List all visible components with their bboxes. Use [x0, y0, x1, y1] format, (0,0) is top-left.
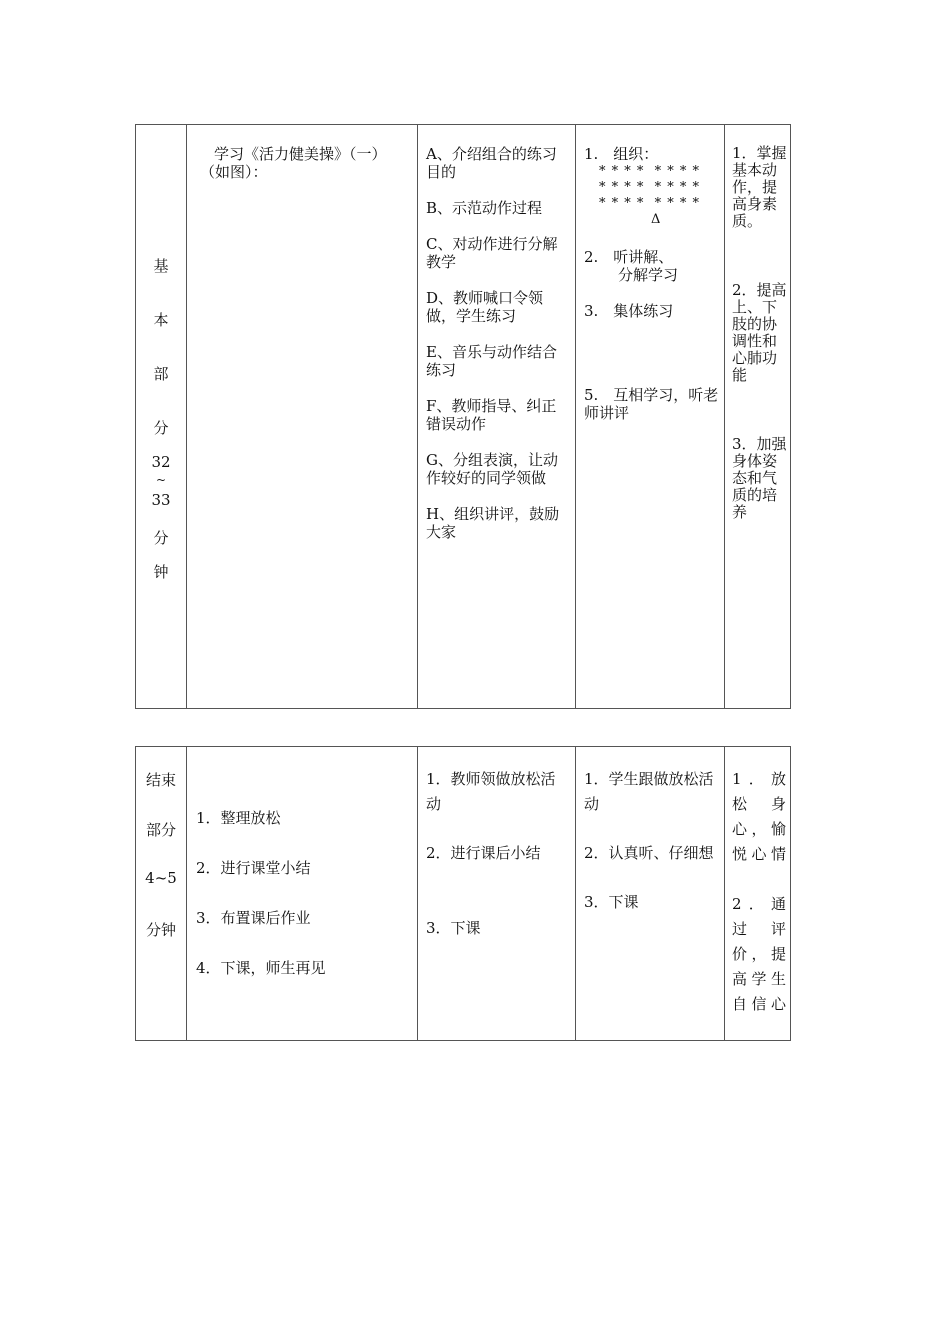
section-time-end: 33: [151, 491, 171, 509]
goal-item: 1．掌握基本动作，提高身素质。: [732, 144, 787, 230]
student-step: 2. 听讲解、: [584, 248, 674, 266]
goal-item: 2．提高上、下肢的协调性和心肺功能: [732, 281, 787, 384]
column-divider: [724, 125, 725, 708]
ending-teacher-item: 1．教师领做放松活动: [426, 770, 556, 813]
column-divider: [575, 747, 576, 1040]
column-divider: [417, 747, 418, 1040]
teacher-step: E、音乐与动作结合练习: [426, 343, 557, 379]
teacher-position-icon: Δ: [651, 212, 661, 227]
student-step: 3. 集体练习: [584, 302, 674, 320]
ending-content-item: 2．进行课堂小结: [196, 859, 311, 877]
ending-content-item: 4．下课，师生再见: [196, 959, 326, 977]
column-divider: [575, 125, 576, 708]
student-activities: [584, 145, 720, 422]
ending-content: [196, 809, 412, 1009]
lesson-content: [200, 145, 416, 181]
formation-row: * * * * * * * *: [599, 164, 701, 179]
section-time-start: 32: [151, 453, 171, 471]
goal-item: 3．加强身体姿态和气质的培养: [732, 435, 787, 521]
ending-goal-item: 1．放松身心，愉悦心情: [732, 770, 786, 863]
teacher-step: A、介绍组合的练习目的: [426, 145, 557, 181]
content-subtitle: （如图）：: [200, 163, 268, 181]
ending-student-activities: [584, 767, 720, 915]
section-label-char: 分: [153, 419, 169, 437]
teacher-step: F、教师指导、纠正错误动作: [426, 397, 557, 433]
ending-teacher-item: 2．进行课后小结: [426, 844, 541, 862]
ending-teacher-activities: [426, 767, 570, 941]
column-divider: [417, 125, 418, 708]
section-label-char: 基: [153, 257, 169, 275]
teacher-step: C、对动作进行分解教学: [426, 235, 558, 271]
ending-student-item: 3．下课: [584, 893, 639, 911]
ending-goals: [732, 767, 786, 1017]
student-organization-label: 1. 组织：: [584, 145, 659, 163]
teacher-step: B、示范动作过程: [426, 199, 543, 217]
ending-section-label: 结束: [145, 771, 176, 789]
column-divider: [186, 125, 187, 708]
teacher-activities: [426, 145, 570, 559]
column-divider: [724, 747, 725, 1040]
student-step: 5. 互相学习，听老师讲评: [584, 386, 719, 422]
section-time-tilde: ~: [155, 473, 167, 487]
ending-goal-item: 2．通过评价，提高学生自信心: [732, 895, 786, 1013]
ending-content-item: 1．整理放松: [196, 809, 281, 827]
ending-section-time-unit: 分钟: [145, 921, 176, 939]
basic-section-table: [135, 124, 791, 709]
teacher-step: G、分组表演，让动作较好的同学领做: [426, 451, 558, 487]
teacher-step: H、组织讲评，鼓励大家: [426, 505, 560, 541]
content-title: 学习《活力健美操》（一）: [214, 145, 387, 163]
student-formation: [584, 164, 720, 228]
section-label-char: 本: [153, 311, 169, 329]
formation-row: * * * * * * * *: [599, 196, 701, 211]
section-time-unit-char: 分: [153, 529, 169, 547]
formation-row: * * * * * * * *: [599, 180, 701, 195]
teacher-step: D、教师喊口令领做，学生练习: [426, 289, 544, 325]
ending-section-table: [135, 746, 791, 1041]
section-label-char: 部: [153, 365, 169, 383]
ending-teacher-item: 3．下课: [426, 919, 481, 937]
ending-content-item: 3．布置课后作业: [196, 909, 311, 927]
ending-section-label: 部分: [145, 821, 176, 839]
student-step-cont: 分解学习: [618, 266, 679, 284]
column-divider: [186, 747, 187, 1040]
section-time-unit-char: 钟: [153, 563, 169, 581]
ending-student-item: 1．学生跟做放松活动: [584, 770, 714, 813]
learning-goals: [732, 145, 788, 521]
ending-section-time: 4~5: [145, 869, 177, 887]
ending-student-item: 2．认真听、仔细想: [584, 844, 714, 862]
